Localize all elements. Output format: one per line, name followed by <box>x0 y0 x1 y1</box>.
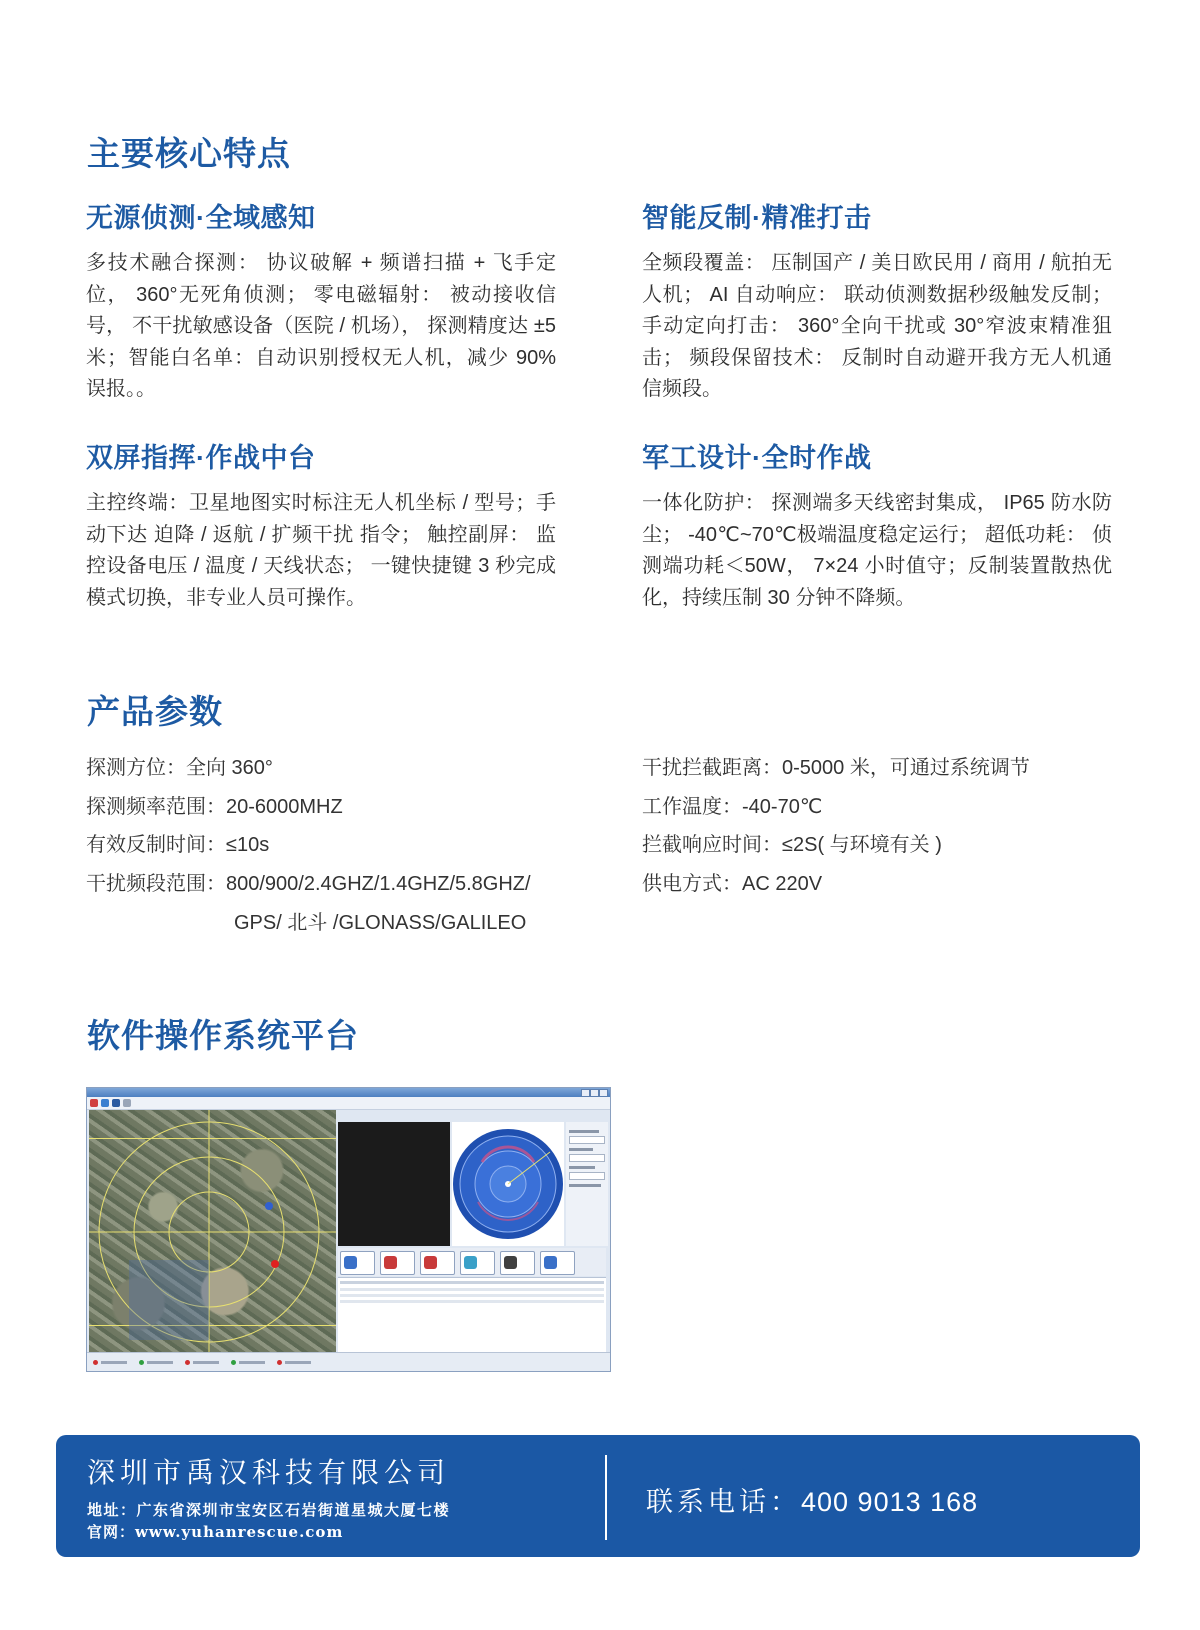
company-website[interactable]: 官网：www.yuhanrescue.com <box>87 1523 344 1541</box>
feature-heading-dual-screen: 双屏指挥·作战中台 <box>86 443 316 473</box>
param-row <box>642 749 1030 788</box>
table-row <box>340 1300 604 1303</box>
toolbar-save-icon <box>112 1099 120 1107</box>
return-button[interactable] <box>380 1251 415 1275</box>
window-statusbar <box>87 1352 610 1371</box>
feature-heading-passive-detection: 无源侦测·全域感知 <box>86 203 316 233</box>
toolbar-document-icon <box>123 1099 131 1107</box>
feature-body-passive-detection: 多技术融合探测： 协议破解 + 频谱扫描 + 飞手定位， 360°无死角侦测； 零电磁辐射： 被动接收信号， 不干扰敏感设备（医院 / 机场）， 探测精度达 ±5 米；智能白名单：自动识别授权无人机，减少 90% 误报。。 <box>86 252 556 400</box>
features-section-title: 主要核心特点 <box>87 135 291 172</box>
info-field <box>569 1154 605 1162</box>
toolbar-globe-icon <box>101 1099 109 1107</box>
param-row <box>86 749 531 788</box>
feature-body-military-design: 一体化防护： 探测端多天线密封集成， IP65 防水防尘； -40℃~70℃极端温度稳定运行； 超低功耗： 侦测端功耗＜50W， 7×24 小时值守；反制装置散热优化，持续压制 30 分钟不降频。 <box>642 492 1112 609</box>
satellite-map <box>89 1110 336 1352</box>
param-value: ≤2S( 与环境有关 ) <box>782 834 942 857</box>
param-row <box>642 826 1030 865</box>
param-label: 有效反制时间： <box>86 834 226 857</box>
param-row <box>642 865 1030 904</box>
jam-button[interactable] <box>460 1251 495 1275</box>
control-button-row <box>338 1248 606 1276</box>
param-value: 800/900/2.4GHZ/1.4GHZ/5.8GHZ/ <box>226 873 531 896</box>
param-label: 工作温度： <box>642 795 742 818</box>
contact-phone <box>646 1480 978 1519</box>
param-row <box>86 826 531 865</box>
video-feed-panel <box>338 1122 450 1246</box>
table-row <box>340 1281 604 1284</box>
params-right-list <box>642 749 1030 904</box>
param-row <box>642 788 1030 827</box>
company-name: 深圳市禹汉科技有限公司 <box>87 1456 451 1489</box>
param-row <box>86 865 531 904</box>
param-value: 全向 360° <box>186 757 273 779</box>
window-close-icon <box>599 1089 608 1097</box>
param-label: 拦截响应时间： <box>642 834 782 857</box>
param-value: 20-6000MHZ <box>226 795 343 818</box>
param-value: AC 220V <box>742 873 823 896</box>
param-value: ≤10s <box>226 834 270 857</box>
window-maximize-icon <box>590 1089 599 1097</box>
phone-label: 联系电话： <box>646 1487 801 1518</box>
land-button[interactable] <box>420 1251 455 1275</box>
table-row <box>340 1294 604 1297</box>
detection-table <box>338 1277 606 1353</box>
detect-button[interactable] <box>340 1251 375 1275</box>
feature-body-smart-countermeasure: 全频段覆盖： 压制国产 / 美日欧民用 / 商用 / 航拍无人机； AI 自动响应： 联动侦测数据秒级触发反制； 手动定向打击： 360°全向干扰或 30°窄波束精准狙击； 频段保留技术： 反制时自动避开我方无人机通信频段。 <box>642 252 1112 400</box>
feature-heading-military-design: 军工设计·全时作战 <box>642 443 872 473</box>
param-label: 探测方位： <box>86 757 186 779</box>
phone-number[interactable]: 400 9013 168 <box>801 1487 979 1517</box>
feature-heading-smart-countermeasure: 智能反制·精准打击 <box>642 203 872 233</box>
radar-panel <box>452 1122 564 1246</box>
software-section-title: 软件操作系统平台 <box>87 1017 359 1054</box>
company-address: 地址：广东省深圳市宝安区石岩街道星城大厦七楼 <box>87 1501 451 1519</box>
footer-divider <box>605 1455 607 1540</box>
param-value: -40-70℃ <box>742 795 823 818</box>
radar-display <box>452 1122 564 1246</box>
strike-button[interactable] <box>500 1251 535 1275</box>
window-titlebar <box>87 1088 610 1097</box>
param-value: 0-5000 米，可通过系统调节 <box>782 757 1030 779</box>
param-value-continuation: GPS/ 北斗 /GLONASS/GALILEO <box>234 911 527 934</box>
monitor-button[interactable] <box>540 1251 575 1275</box>
param-label: 干扰频段范围： <box>86 873 226 896</box>
toolbar-alert-icon <box>90 1099 98 1107</box>
params-left-list <box>86 749 531 943</box>
info-field <box>569 1136 605 1144</box>
window-toolbar <box>87 1097 610 1110</box>
table-row <box>340 1288 604 1291</box>
window-minimize-icon <box>581 1089 590 1097</box>
feature-body-dual-screen: 主控终端：卫星地图实时标注无人机坐标 / 型号；手动下达 迫降 / 返航 / 扩频干扰 指令； 触控副屏： 监控设备电压 / 温度 / 天线状态； 一键快捷键 3 秒完成模式切换，非专业人员可操作。 <box>86 492 556 609</box>
param-label: 干扰拦截距离： <box>642 757 782 779</box>
map-range-overlay <box>89 1110 336 1352</box>
param-label: 供电方式： <box>642 873 742 896</box>
company-footer <box>56 1435 1140 1557</box>
info-field <box>569 1172 605 1180</box>
param-row <box>86 788 531 827</box>
params-section-title: 产品参数 <box>87 693 223 730</box>
software-screenshot <box>86 1087 611 1372</box>
detection-info-panel <box>566 1122 608 1246</box>
param-label: 探测频率范围： <box>86 795 226 818</box>
